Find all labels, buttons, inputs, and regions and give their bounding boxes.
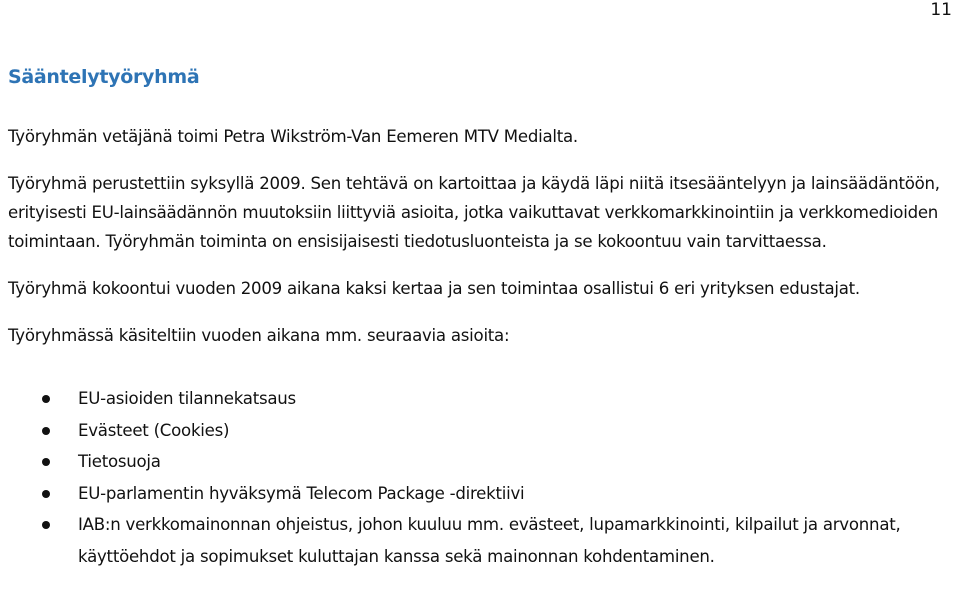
page-number: 11 [930,0,952,20]
paragraph-leader: Työryhmän vetäjänä toimi Petra Wikström-Van Eemeren MTV Medialta. [8,127,578,146]
list-item-text: Evästeet (Cookies) [78,420,230,440]
list-item [8,383,948,415]
bullet-dot-icon [42,521,50,529]
list-item-text: EU-parlamentin hyväksymä Telecom Package -direktiivi [78,483,525,503]
list-item-text: IAB:n verkkomainonnan ohjeistus, johon kuuluu mm. evästeet, lupamarkkinointi, kilpailut ja arvonnat, käyttöehdot ja sopimukset kuluttajan kanssa sekä mainonnan kohdentaminen. [78,515,901,566]
paragraph-purpose: Työryhmä perustettiin syksyllä 2009. Sen tehtävä on kartoittaa ja käydä läpi niitä itsesääntelyyn ja lainsäädäntöön, erityisesti EU-lainsäädännön muutoksiin liittyviä asioita, jotka vaikuttavat verkkomarkkinointiin ja verkkomedioiden toimintaan. Työryhmän toiminta on ensisijaisesti tiedotusluonteista ja se kokoontuu vain tarvittaessa. [8,174,940,251]
bullet-dot-icon [42,458,50,466]
list-item [8,415,948,447]
list-item [8,446,948,478]
section-heading: Sääntelytyöryhmä [8,66,200,88]
paragraph-meetings: Työryhmä kokoontui vuoden 2009 aikana kaksi kertaa ja sen toimintaa osallistui 6 eri yrityksen edustajat. [8,279,860,298]
list-item [8,509,948,572]
bullet-dot-icon [42,395,50,403]
list-item [8,478,948,510]
topics-list [8,383,948,572]
bullet-dot-icon [42,427,50,435]
document-body [8,62,948,572]
bullet-dot-icon [42,490,50,498]
list-item-text: Tietosuoja [78,452,161,471]
list-item-text: EU-asioiden tilannekatsaus [78,389,296,408]
paragraph-topics-intro: Työryhmässä käsiteltiin vuoden aikana mm. seuraavia asioita: [8,326,510,345]
